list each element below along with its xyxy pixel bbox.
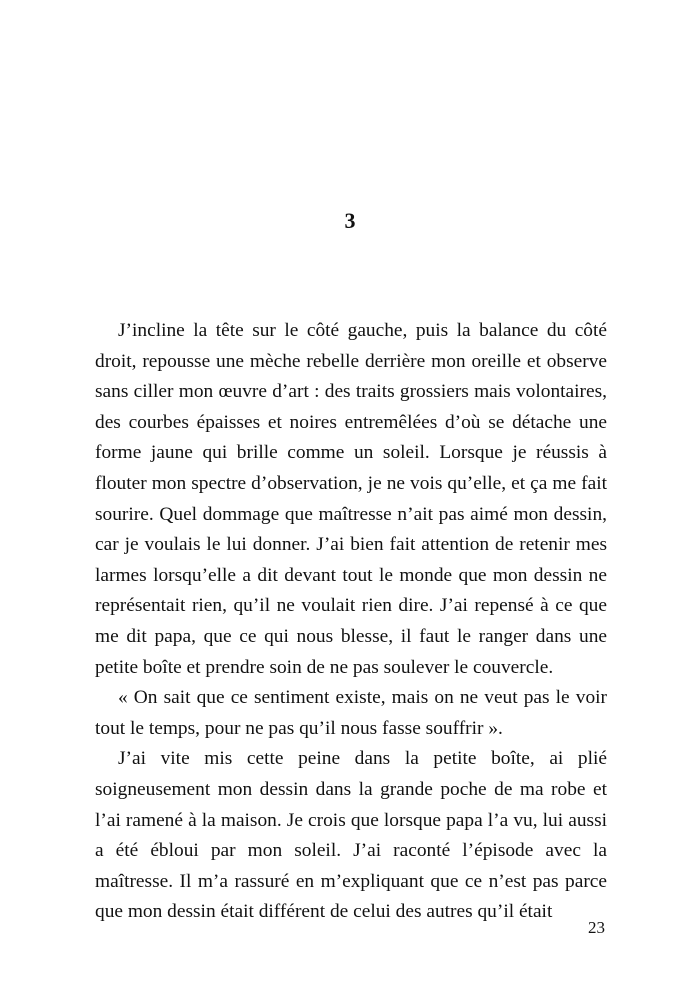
paragraph-3: J’ai vite mis cette peine dans la petite boîte, ai plié soigneusement mon dessin dans la grande poche de ma robe et l’ai ramené à la maison. Je crois que lorsque papa l’a vu, lui aussi a été ébloui par mon soleil. J’ai raconté l’épisode avec la maîtresse. Il m’a rassuré en m’expliquant que ce n’est pas parce que mon dessin était différent de celui des autres qu’il était (95, 748, 607, 923)
paragraph-1: J’incline la tête sur le côté gauche, puis la balance du côté droit, repousse une mèche rebelle derrière mon oreille et observe sans ciller mon œuvre d’art : des traits grossiers mais volontaires, des courbes épaisses et noires entremêlées d’où se détache une forme jaune qui brille comme un soleil. Lorsque je réussis à flouter mon spectre d’observation, je ne vois qu’elle, et ça me fait sourire. Quel dommage que maîtresse n’ait pas aimé mon dessin, car je voulais le lui donner. J’ai bien fait attention de retenir mes larmes lorsqu’elle a dit devant tout le monde que mon dessin ne représentait rien, qu’il ne voulait rien dire. J’ai repensé à ce que me dit papa, que ce qui nous blesse, il faut le ranger dans une petite boîte et prendre soin de ne pas soulever le couvercle. (95, 320, 607, 678)
paragraph-2: « On sait que ce sentiment existe, mais on ne veut pas le voir tout le temps, pour ne pas qu’il nous fasse souffrir ». (95, 687, 607, 739)
page-number: 23 (588, 918, 605, 937)
chapter-number: 3 (344, 208, 356, 233)
chapter-body (95, 316, 607, 928)
